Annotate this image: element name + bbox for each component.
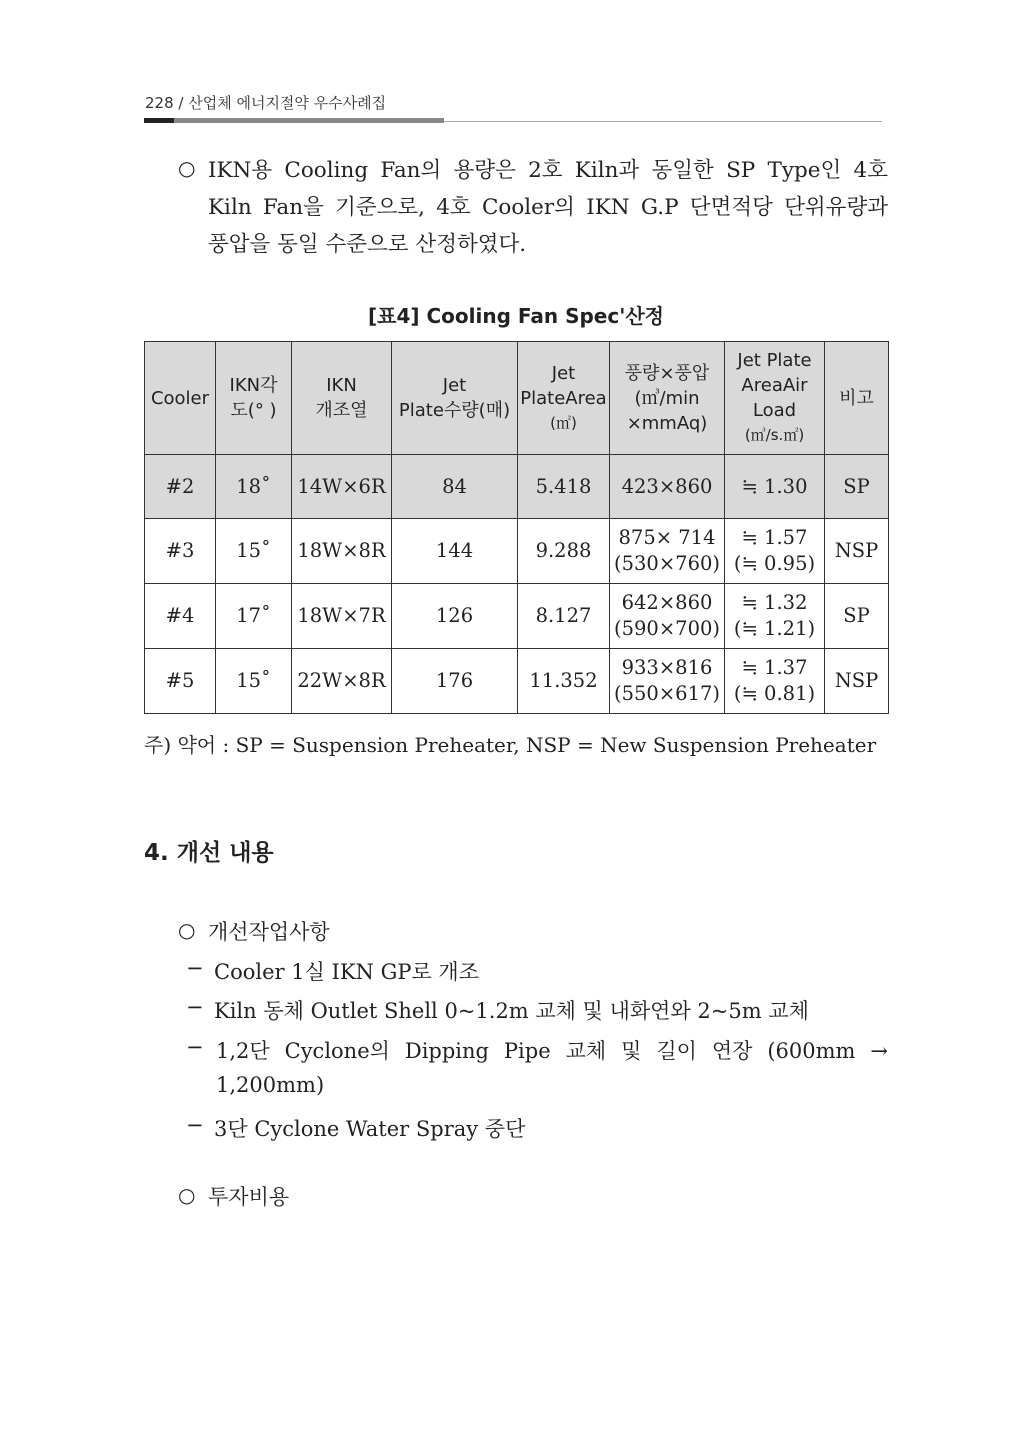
cell-load: ≒ 1.37 (≒ 0.81) bbox=[725, 649, 825, 714]
page-header: 228 / 산업체 에너지절약 우수사례집 bbox=[145, 94, 387, 112]
cell-rows: 22W×8R bbox=[292, 649, 392, 714]
header-air-load: Jet Plate AreaAir Load (㎥/s.㎡) bbox=[725, 342, 825, 455]
dash-marker: − bbox=[186, 1113, 204, 1137]
section-title: 4. 개선 내용 bbox=[144, 840, 274, 866]
table-header-row bbox=[145, 342, 889, 455]
cell-rows: 14W×6R bbox=[292, 455, 392, 519]
improvement-item: 1,2단 Cyclone의 Dipping Pipe 교체 및 길이 연장 (600mm → bbox=[216, 1039, 888, 1063]
cell-angle: 15˚ bbox=[216, 519, 292, 584]
cell-rows: 18W×7R bbox=[292, 584, 392, 649]
cell-load: ≒ 1.57 (≒ 0.95) bbox=[725, 519, 825, 584]
header-remark: 비고 bbox=[825, 342, 889, 455]
cell-cooler: #5 bbox=[145, 649, 216, 714]
dash-marker: − bbox=[186, 995, 204, 1019]
cell-area: 9.288 bbox=[518, 519, 610, 584]
intro-line: Kiln Fan을 기준으로, 4호 Cooler의 IKN G.P 단면적당 단위유량과 bbox=[208, 195, 888, 220]
header-ikn-angle: IKN각 도(° ) bbox=[216, 342, 292, 455]
intro-line: 풍압을 동일 수준으로 산정하였다. bbox=[208, 232, 527, 257]
cell-note: NSP bbox=[825, 649, 889, 714]
cell-area: 11.352 bbox=[518, 649, 610, 714]
cell-flow: 875× 714 (530×760) bbox=[610, 519, 725, 584]
cell-count: 126 bbox=[392, 584, 518, 649]
header-rule-accent bbox=[144, 118, 174, 123]
header-plate-count: Jet Plate수량(매) bbox=[392, 342, 518, 455]
cell-load: ≒ 1.30 bbox=[725, 455, 825, 519]
header-plate-area: Jet PlateArea (㎡) bbox=[518, 342, 610, 455]
sub-heading: 개선작업사항 bbox=[208, 920, 330, 944]
improvement-item: 3단 Cyclone Water Spray 중단 bbox=[214, 1117, 526, 1141]
improvement-item-continued: 1,200mm) bbox=[216, 1073, 325, 1097]
cell-count: 144 bbox=[392, 519, 518, 584]
table-row bbox=[145, 519, 889, 584]
cell-angle: 15˚ bbox=[216, 649, 292, 714]
cell-area: 5.418 bbox=[518, 455, 610, 519]
table-row bbox=[145, 649, 889, 714]
spec-table bbox=[144, 341, 889, 714]
dash-marker: − bbox=[186, 956, 204, 980]
header-flow-pressure: 풍량×풍압 (㎥/min ×mmAq) bbox=[610, 342, 725, 455]
sub-heading: 투자비용 bbox=[208, 1185, 290, 1209]
cell-flow: 642×860 (590×700) bbox=[610, 584, 725, 649]
cell-load: ≒ 1.32 (≒ 1.21) bbox=[725, 584, 825, 649]
intro-line: IKN용 Cooling Fan의 용량은 2호 Kiln과 동일한 SP Type인 4호 bbox=[208, 158, 888, 183]
cell-area: 8.127 bbox=[518, 584, 610, 649]
sub-bullet: ○ bbox=[178, 918, 196, 942]
cell-cooler: #2 bbox=[145, 455, 216, 519]
cell-rows: 18W×8R bbox=[292, 519, 392, 584]
table-row bbox=[145, 455, 889, 519]
header-rule-thin bbox=[444, 121, 882, 122]
cell-note: SP bbox=[825, 584, 889, 649]
table-row bbox=[145, 584, 889, 649]
improvement-item: Kiln 동체 Outlet Shell 0~1.2m 교체 및 내화연와 2~5m 교체 bbox=[214, 999, 809, 1023]
cell-angle: 17˚ bbox=[216, 584, 292, 649]
table-footnote: 주) 약어 : SP = Suspension Preheater, NSP = New Suspension Preheater bbox=[144, 733, 877, 757]
intro-paragraph bbox=[208, 152, 888, 263]
header-cooler: Cooler bbox=[145, 342, 216, 455]
cell-count: 84 bbox=[392, 455, 518, 519]
cell-flow: 423×860 bbox=[610, 455, 725, 519]
cell-angle: 18˚ bbox=[216, 455, 292, 519]
header-rule bbox=[144, 118, 444, 123]
cell-count: 176 bbox=[392, 649, 518, 714]
cell-flow: 933×816 (550×617) bbox=[610, 649, 725, 714]
cell-cooler: #3 bbox=[145, 519, 216, 584]
dash-marker: − bbox=[186, 1035, 204, 1059]
improvement-item: Cooler 1실 IKN GP로 개조 bbox=[214, 960, 480, 984]
header-ikn-rows: IKN 개조열 bbox=[292, 342, 392, 455]
cell-cooler: #4 bbox=[145, 584, 216, 649]
intro-bullet: ○ bbox=[178, 156, 196, 180]
table-caption: [표4] Cooling Fan Spec'산정 bbox=[368, 304, 664, 328]
cell-note: NSP bbox=[825, 519, 889, 584]
sub-bullet: ○ bbox=[178, 1183, 196, 1207]
cell-note: SP bbox=[825, 455, 889, 519]
